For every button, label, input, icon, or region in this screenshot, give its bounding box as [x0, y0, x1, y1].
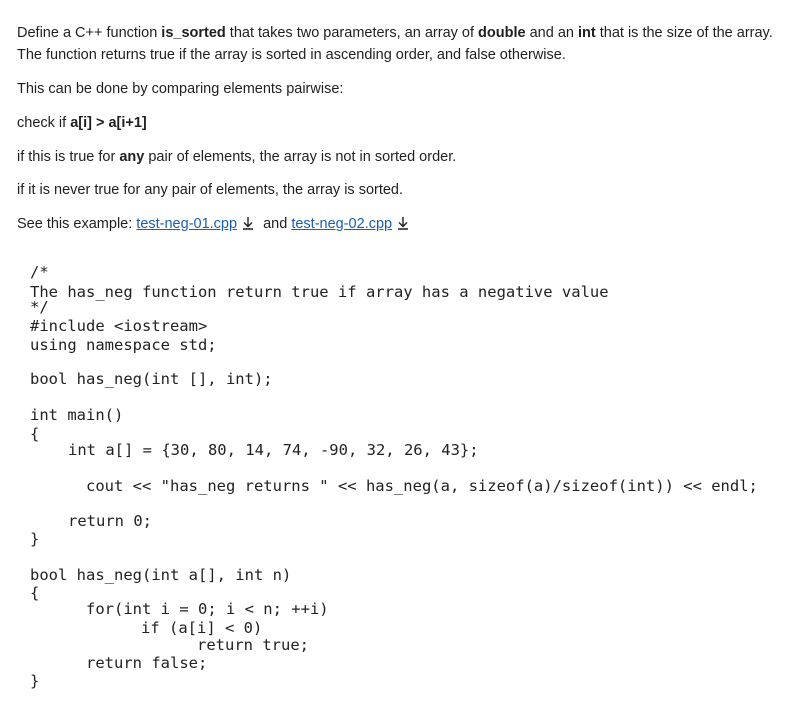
intro-text: and an: [525, 25, 578, 41]
type-int: int: [578, 25, 596, 41]
code-comment-open: /*: [30, 263, 49, 281]
code-prototype: bool has_neg(int [], int);: [30, 370, 273, 388]
code-comment-close: */: [30, 298, 49, 316]
link-test-neg-02[interactable]: test-neg-02.cpp: [291, 216, 393, 232]
any-line: [17, 147, 456, 167]
code-return-true: return true;: [197, 636, 309, 654]
code-cout: cout << "has_neg returns " << has_neg(a, sizeof(a)/sizeof(int)) << endl;: [86, 477, 758, 495]
download-icon[interactable]: [396, 216, 410, 230]
never-line: if it is never true for any pair of elements, the array is sorted.: [17, 182, 404, 198]
code-return-false: return false;: [86, 654, 208, 672]
pairwise-text: This can be done by comparing elements pairwise:: [17, 81, 344, 97]
code-fn-open: {: [30, 584, 40, 602]
intro-text: that is the size of the array.: [595, 25, 773, 41]
any-bold: any: [119, 149, 145, 165]
check-expression: a[i] > a[i+1]: [70, 115, 147, 131]
check-line: [17, 113, 147, 133]
function-name: is_sorted: [161, 25, 226, 41]
code-include: #include <iostream>: [30, 317, 208, 335]
example-line: [17, 214, 414, 234]
any-text: if this is true for: [17, 149, 120, 165]
download-icon[interactable]: [241, 216, 255, 230]
code-namespace: using namespace std;: [30, 336, 217, 354]
code-main-signature: int main(): [30, 406, 124, 424]
any-text: pair of elements, the array is not in sorted order.: [144, 149, 457, 165]
intro-line-2: The function returns true if the array is sorted in ascending order, and false otherwise.: [17, 47, 566, 63]
code-for: for(int i = 0; i < n; ++i): [86, 600, 329, 618]
example-prefix: See this example:: [17, 216, 137, 232]
code-main-open: {: [30, 425, 40, 443]
code-comment-text: The has_neg function return true if array has a negative value: [30, 283, 609, 301]
type-double: double: [478, 25, 526, 41]
code-if: if (a[i] < 0): [141, 619, 263, 637]
check-prefix: check if: [17, 115, 71, 131]
intro-line-1: [17, 23, 773, 43]
code-main-close: }: [30, 530, 40, 548]
intro-text: that takes two parameters, an array of: [225, 25, 479, 41]
code-fn-close: }: [30, 672, 40, 690]
intro-text: Define a C++ function: [17, 25, 162, 41]
example-and: and: [263, 216, 288, 232]
code-fn-signature: bool has_neg(int a[], int n): [30, 566, 292, 584]
code-return-0: return 0;: [68, 512, 152, 530]
link-test-neg-01[interactable]: test-neg-01.cpp: [136, 216, 238, 232]
code-array: int a[] = {30, 80, 14, 74, -90, 32, 26, 43};: [68, 441, 479, 459]
